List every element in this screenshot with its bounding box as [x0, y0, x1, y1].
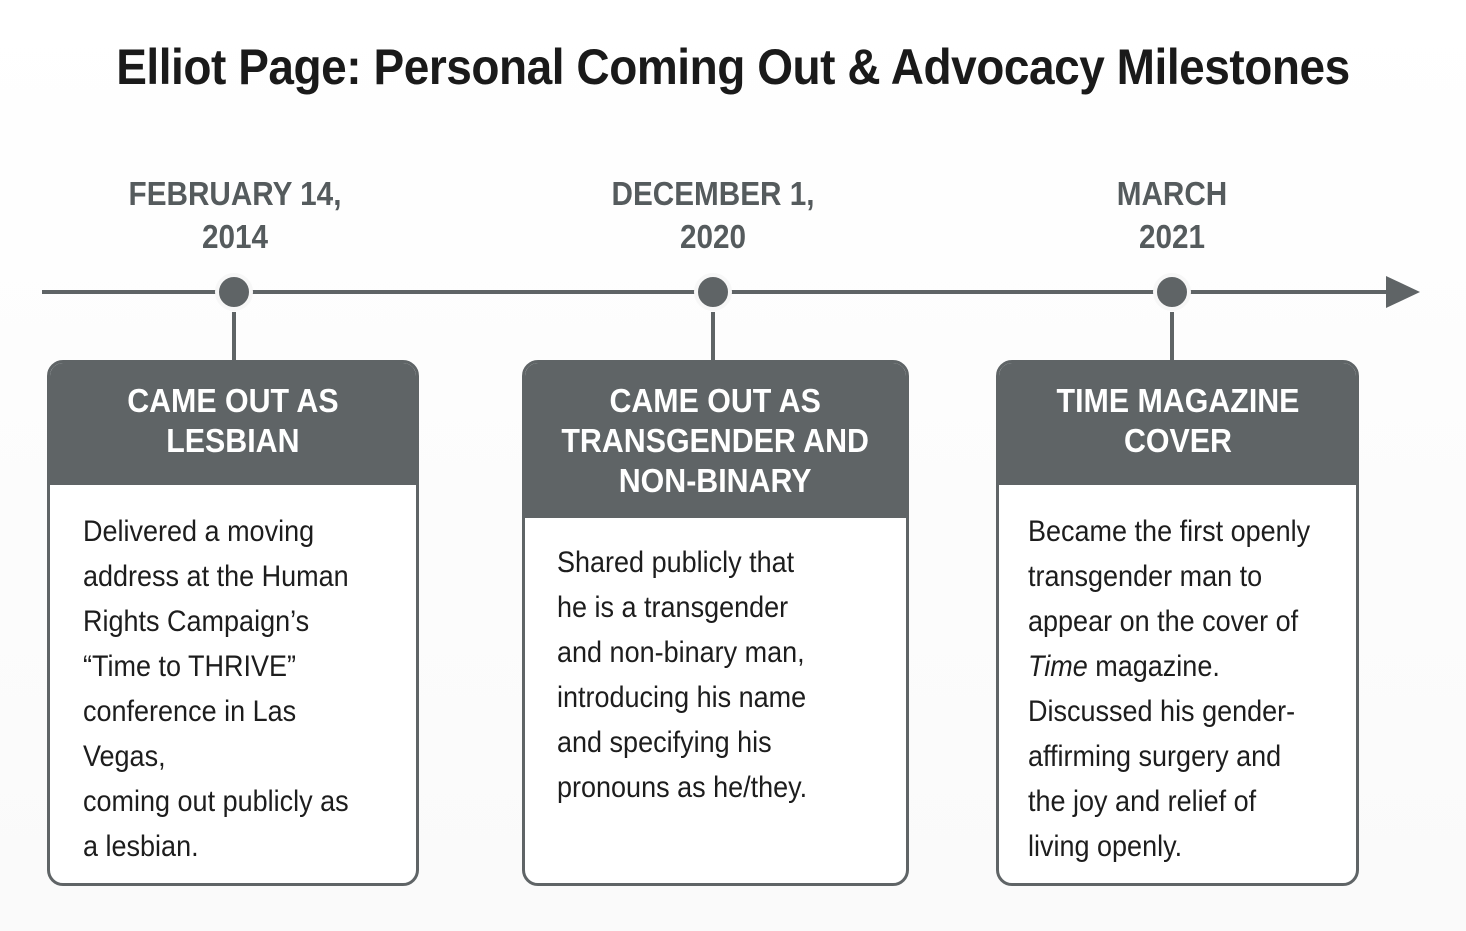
milestone-heading-2: CAME OUT AS TRANSGENDER AND NON-BINARY — [525, 363, 906, 518]
date-label-3: MARCH 2021 — [1116, 175, 1228, 255]
timeline-node-3 — [1153, 273, 1191, 311]
milestone-card-1 — [47, 360, 419, 886]
milestone-body-3 — [999, 485, 1356, 869]
milestone-body-3-part-1: Became the first openly transgender man to appear on the cover of — [1028, 515, 1311, 638]
milestone-card-3 — [996, 360, 1359, 886]
date-label-2: DECEMBER 1, 2020 — [611, 175, 815, 255]
date-label-1: FEBRUARY 14, 2014 — [128, 175, 342, 255]
milestone-card-2 — [522, 360, 909, 886]
milestone-heading-1: CAME OUT AS LESBIAN — [50, 363, 416, 485]
timeline-connector-1 — [232, 312, 236, 362]
milestone-heading-3: TIME MAGAZINE COVER — [999, 363, 1356, 485]
arrow-right-icon — [1386, 276, 1420, 308]
timeline-node-2 — [694, 273, 732, 311]
timeline-node-1 — [215, 273, 253, 311]
milestone-body-1: Delivered a moving address at the Human Rights Campaign’s “Time to THRIVE” conference in Las Vegas, coming out publicly as a lesbian. — [83, 515, 349, 863]
timeline-connector-3 — [1170, 312, 1174, 362]
milestone-body-2: Shared publicly that he is a transgender and non-binary man, introducing his name and specifying his pronouns as he/they. — [557, 546, 808, 804]
page-title: Elliot Page: Personal Coming Out & Advocacy Milestones — [116, 39, 1350, 95]
milestone-body-3-part-2: magazine. Discussed his gender- affirming surgery and the joy and relief of living openly. — [1028, 650, 1296, 863]
timeline-connector-2 — [711, 312, 715, 362]
magazine-title: Time — [1028, 650, 1088, 683]
